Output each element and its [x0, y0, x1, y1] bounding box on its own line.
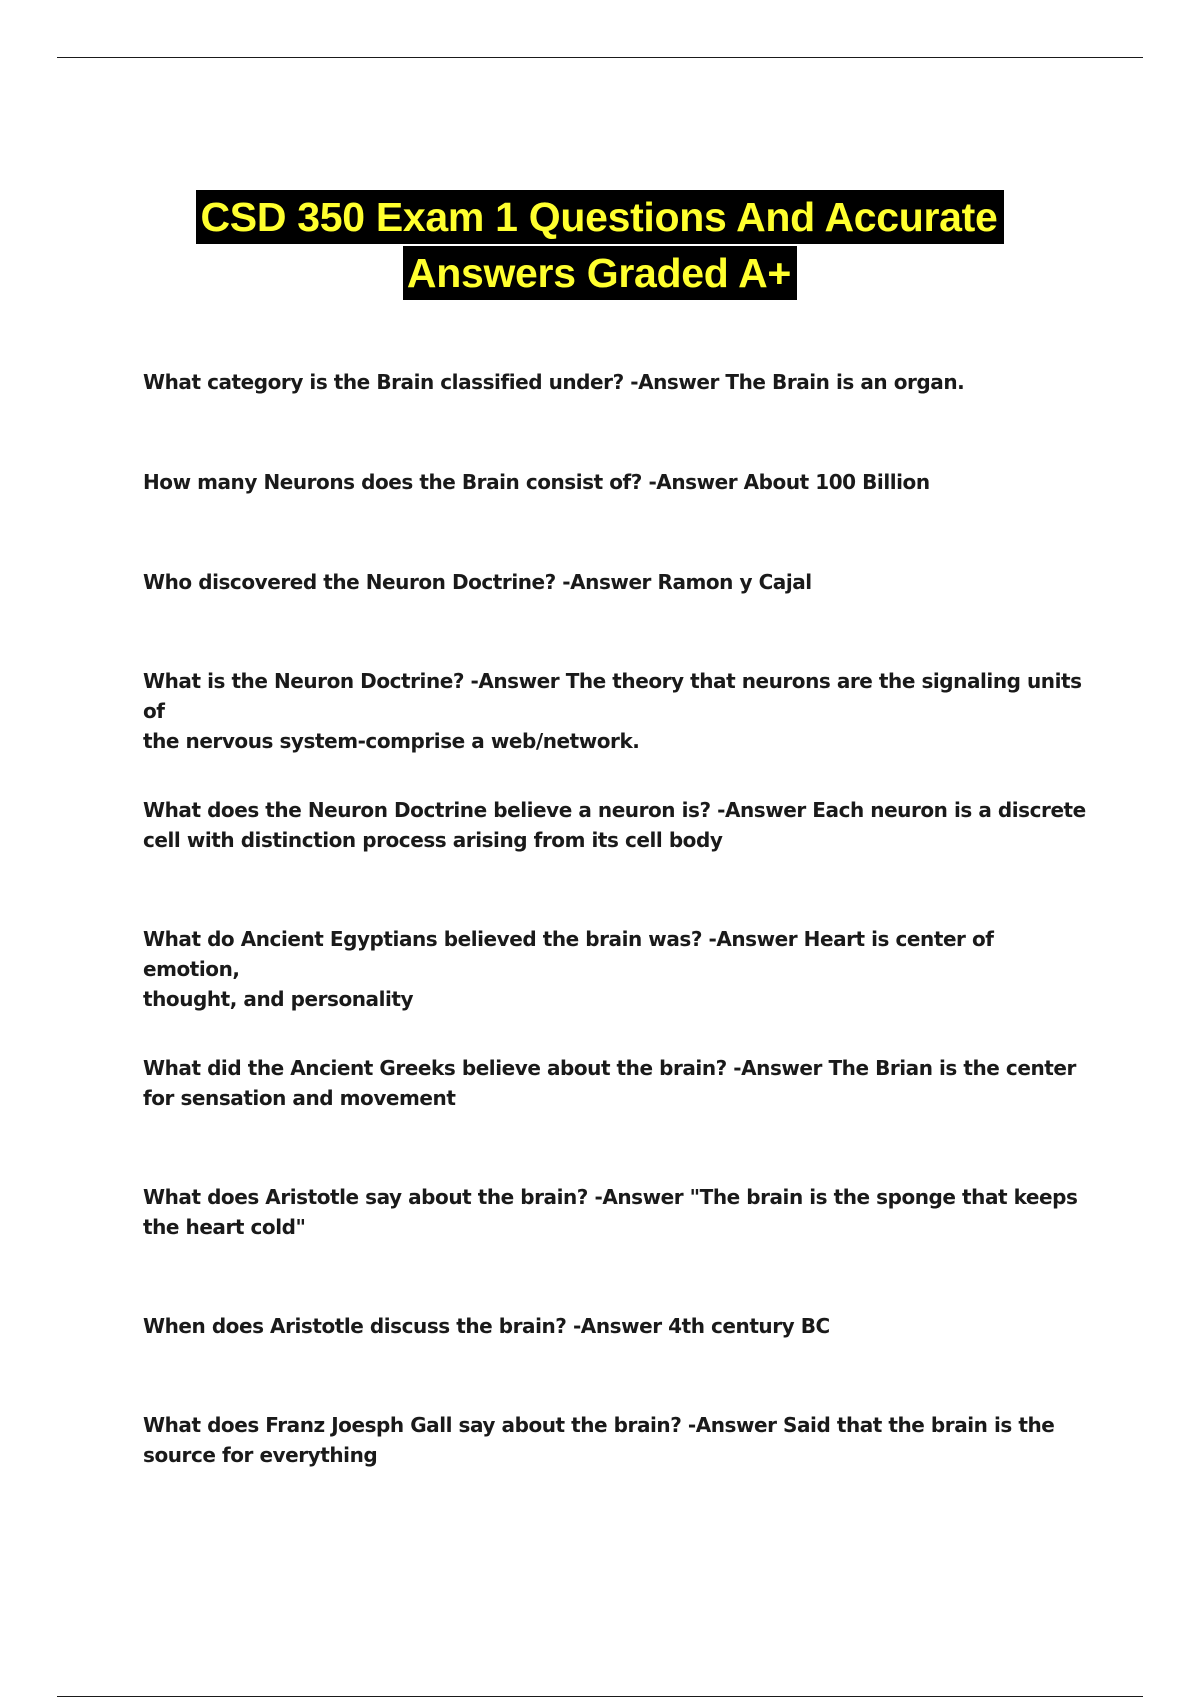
qa-item	[143, 1182, 1093, 1242]
qa-text-line: source for everything	[143, 1443, 378, 1467]
title-line-2: Answers Graded A+	[403, 246, 797, 300]
qa-text-line: What does Aristotle say about the brain? -Answer "The brain is the sponge that keeps	[143, 1185, 1078, 1209]
header-rule	[57, 57, 1143, 58]
page-title	[0, 190, 1200, 300]
qa-text-line: What did the Ancient Greeks believe about the brain? -Answer The Brian is the center	[143, 1056, 1076, 1080]
qa-text-line: Who discovered the Neuron Doctrine? -Answer Ramon y Cajal	[143, 570, 812, 594]
qa-text-line: What does Franz Joesph Gall say about the brain? -Answer Said that the brain is the	[143, 1413, 1055, 1437]
qa-item	[143, 1410, 1093, 1470]
qa-text-line: When does Aristotle discuss the brain? -Answer 4th century BC	[143, 1314, 830, 1338]
qa-item	[143, 666, 1093, 756]
qa-item	[143, 1311, 1093, 1341]
footer-rule	[57, 1696, 1143, 1697]
title-line-1: CSD 350 Exam 1 Questions And Accurate	[196, 190, 1003, 244]
qa-text-line: the nervous system-comprise a web/network.	[143, 729, 640, 753]
qa-text-line: How many Neurons does the Brain consist of? -Answer About 100 Billion	[143, 470, 930, 494]
qa-text-line: What category is the Brain classified under? -Answer The Brain is an organ.	[143, 370, 965, 394]
qa-text-line: cell with distinction process arising from its cell body	[143, 828, 723, 852]
qa-text-line: the heart cold"	[143, 1215, 306, 1239]
qa-text-line: What do Ancient Egyptians believed the brain was? -Answer Heart is center of emotion,	[143, 927, 994, 981]
qa-item	[143, 567, 1093, 597]
qa-item	[143, 367, 1093, 397]
qa-item	[143, 924, 1093, 1014]
qa-text-line: for sensation and movement	[143, 1086, 456, 1110]
qa-item	[143, 467, 1093, 497]
qa-text-line: What does the Neuron Doctrine believe a neuron is? -Answer Each neuron is a discrete	[143, 798, 1086, 822]
qa-item	[143, 1053, 1093, 1113]
qa-text-line: What is the Neuron Doctrine? -Answer The theory that neurons are the signaling units of	[143, 669, 1082, 723]
qa-item	[143, 795, 1093, 855]
qa-text-line: thought, and personality	[143, 987, 414, 1011]
